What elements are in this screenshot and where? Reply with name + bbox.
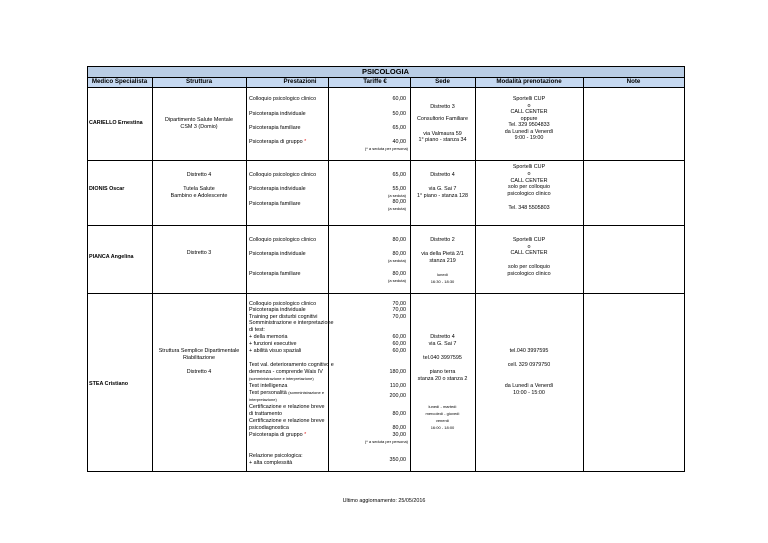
modalita-line: CALL CENTER [510, 109, 548, 115]
tariffa: 60,00 [392, 334, 406, 340]
tariffa: 60,00 [392, 348, 406, 354]
modalita-line: da Lunedì a Venerdì [504, 129, 554, 135]
sede-line: 1° piano - stanza 34 [418, 137, 467, 143]
prestazione: Colloquio psicologico clinico [249, 237, 317, 243]
struttura-line: Distretto 3 [186, 250, 212, 256]
prestazione: Training per disturbi cognitivi [249, 314, 318, 320]
prestazione: Somministrazione e interpretazione [249, 320, 334, 326]
tariffa: 80,00 [392, 251, 406, 257]
tariffa: 200,00 [389, 393, 406, 399]
prestazione: + funzioni esecutive [249, 341, 297, 347]
sede-line: tel.040 3997595 [423, 355, 462, 361]
header-tariffe: Tariffe € [363, 78, 387, 85]
prestazione: Psicoterapia individuale [249, 111, 306, 117]
sede-line: stanza 219 [429, 258, 456, 264]
sede-line: lunedì [437, 272, 448, 277]
sede-line: via della Pietà 2/1 [421, 251, 464, 257]
sede-line: 16:30 - 18:30 [430, 279, 455, 284]
struttura-line: Riabilitazione [182, 355, 216, 361]
modalita-line: da Lunedì a Venerdì [504, 383, 554, 389]
tariffa: 80,00 [392, 411, 406, 417]
header-note: Note [626, 78, 641, 85]
prestazione: Psicoterapia familiare [249, 201, 301, 207]
prestazione: Test val. deterioramento cognitivo e [249, 362, 334, 368]
tariffa: 60,00 [392, 96, 406, 102]
header-prestazioni: Prestazioni [283, 78, 317, 85]
tariffa: 80,00 [392, 425, 406, 431]
tariffa-note: (* a seduta per persona) [364, 146, 408, 151]
prestazione: Psicoterapia individuale [249, 186, 306, 192]
tariffa: 80,00 [392, 271, 406, 277]
tariffa: 65,00 [392, 125, 406, 131]
tariffa: 180,00 [389, 369, 406, 375]
sede-line: Distretto 2 [430, 237, 455, 243]
seduta-note: (a seduta) [387, 193, 406, 198]
tariffa: 30,00 [392, 432, 406, 438]
sede-line: lunedì - martedì [428, 404, 457, 409]
modalita-line: Sportelli CUP [512, 237, 546, 243]
tariffa: 40,00 [392, 139, 406, 145]
modalita-line: CALL CENTER [510, 250, 548, 256]
prestazione: Psicoterapia individuale [249, 307, 306, 313]
modalita-line: cell. 329 0979750 [507, 362, 551, 368]
modalita-line: 10:00 - 15:00 [513, 390, 545, 396]
modalita-line: o [527, 103, 531, 109]
modalita-line: Sportelli CUP [512, 164, 546, 170]
modalita-line: tel.040 3997595 [509, 348, 549, 354]
prestazione-note: (somministrazione e interpretazione) [249, 376, 314, 381]
prestazione: Colloquio psicologico clinico [249, 172, 317, 178]
medico-name: STEA Cristiano [89, 381, 129, 387]
prestazione: Certificazione e relazione breve [249, 404, 325, 410]
tariffa: 70,00 [392, 314, 406, 320]
sede-line: Distretto 4 [430, 334, 455, 340]
sede-line: Distretto 4 [430, 172, 455, 178]
tariffa: 350,00 [389, 457, 406, 463]
medico-name: PIANCA Angelina [89, 254, 134, 260]
prestazione: + della memoria [249, 334, 288, 340]
prestazione: Psicoterapia di gruppo * [249, 432, 307, 438]
tariffa: 110,00 [389, 383, 406, 389]
prestazione: demenza - comprende Wais IV [249, 369, 323, 375]
tariffa: 70,00 [392, 301, 406, 307]
sede-line: piano terra [429, 369, 456, 375]
struttura-line: Dipartimento Salute Mentale [164, 117, 234, 123]
sede-line: mercoledì - giovedì [425, 411, 460, 416]
modalita-line: Tel. 348 5505803 [508, 205, 550, 211]
prestazione: di test: [249, 327, 265, 333]
modalita-line: psicologico clinico [507, 271, 551, 277]
prestazione: Psicoterapia familiare [249, 271, 301, 277]
sede-line: Distretto 3 [430, 104, 455, 110]
sede-line: via Valmaura 59 [423, 131, 462, 137]
modalita-line: Tel. 329 9504833 [508, 122, 550, 128]
prestazione: Certificazione e relazione breve [249, 418, 325, 424]
tariffa: 50,00 [392, 111, 406, 117]
tariffa: 80,00 [392, 199, 406, 205]
prestazione: Test personalità (somministrazione e [249, 390, 325, 396]
prestazione: + abilità visuo spaziali [249, 348, 302, 354]
prestazione-note: interpretazione) [249, 397, 277, 402]
modalita-line: o [527, 244, 531, 250]
modalita-line: CALL CENTER [510, 178, 548, 184]
sede-line: stanza 20 o stanza 2 [417, 376, 468, 382]
sede-line: 16:00 - 18:00 [430, 425, 455, 430]
struttura-line: Bambino e Adolescente [170, 193, 228, 199]
medico-name: CARIELLO Ernestina [89, 120, 143, 126]
sede-line: venerdì [435, 418, 450, 423]
tariffa: 65,00 [392, 172, 406, 178]
struttura-line: Distretto 4 [186, 369, 212, 375]
tariffa-note: (* a seduta per persona) [364, 439, 408, 444]
modalita-line: psicologico clinico [507, 191, 551, 197]
prestazione: Colloquio psicologico clinico [249, 96, 317, 102]
sede-line: via G. Sai 7 [428, 186, 457, 192]
sede-line: 1° piano - stanza 128 [416, 193, 468, 199]
struttura-line: Tutela Salute [183, 186, 215, 192]
modalita-line: Sportelli CUP [512, 96, 546, 102]
header-sede: Sede [435, 78, 450, 85]
prestazione: psicodiagnostica [249, 425, 289, 431]
modalita-line: oppure [520, 116, 538, 122]
seduta-note: (a seduta) [387, 206, 406, 211]
page-title: PSICOLOGIA [361, 67, 410, 76]
modalita-line: 9:00 - 19:00 [514, 135, 544, 141]
prestazione: Psicoterapia di gruppo * [249, 139, 307, 145]
prestazione: Colloquio psicologico clinico [249, 301, 317, 307]
modalita-line: solo per colloquio [508, 264, 550, 270]
tariffa: 80,00 [392, 237, 406, 243]
prestazione: di trattamento [249, 411, 282, 417]
struttura-line: CSM 3 (Domio) [180, 124, 218, 130]
header-medico: Medico Specialista [91, 78, 148, 85]
tariffa: 60,00 [392, 341, 406, 347]
header-struttura: Struttura [185, 78, 213, 85]
prestazione: Test intelligenza [249, 383, 288, 389]
seduta-note: (a seduta) [387, 258, 406, 263]
struttura-line: Distretto 4 [186, 172, 212, 178]
struttura-line: Struttura Semplice Dipartimentale [158, 348, 240, 354]
medico-name: DIONIS Oscar [89, 186, 125, 192]
sede-line: via G. Sai 7 [428, 341, 457, 347]
tariffa: 70,00 [392, 307, 406, 313]
header-modalita: Modalità prenotazione [496, 78, 562, 85]
last-update: Ultimo aggiornamento: 25/05/2016 [342, 498, 426, 504]
prestazione: Psicoterapia familiare [249, 125, 301, 131]
prestazione: Relazione psicologica: [249, 453, 303, 459]
prestazione: Psicoterapia individuale [249, 251, 306, 257]
prestazione: + alta complessità [249, 460, 293, 466]
modalita-line: solo per colloquio [508, 184, 550, 190]
sede-line: Consultorio Familiare [417, 116, 468, 122]
modalita-line: o [527, 171, 531, 177]
seduta-note: (a seduta) [387, 278, 406, 283]
tariffa: 55,00 [392, 186, 406, 192]
